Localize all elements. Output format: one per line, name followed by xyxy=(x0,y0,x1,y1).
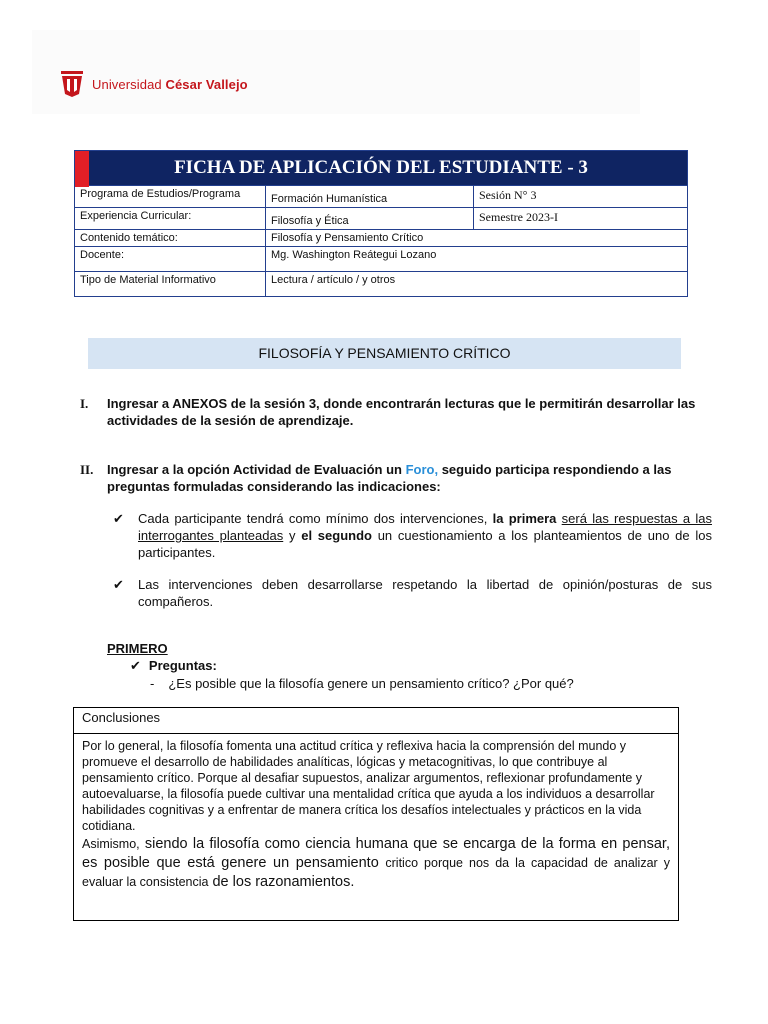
bullet-text: Las intervenciones deben desarrollarse respetando la libertad de opinión/posturas de sus compañeros. xyxy=(138,577,712,609)
conclusiones-header: Conclusiones xyxy=(74,708,678,734)
bullet-item xyxy=(113,510,712,561)
semester: Semestre 2023-I xyxy=(474,208,688,230)
table-row xyxy=(75,186,688,208)
checkmark-icon: ✔ xyxy=(130,658,141,673)
checkmark-icon: ✔ xyxy=(113,511,124,526)
row-label: Experiencia Curricular: xyxy=(75,208,266,230)
bullet-item xyxy=(113,576,712,610)
row-label: Contenido temático: xyxy=(75,230,266,247)
row-label: Tipo de Material Informativo xyxy=(75,272,266,297)
instruction-ii xyxy=(80,461,712,495)
table-row xyxy=(75,208,688,230)
conclusion-paragraph-1: Por lo general, la filosofía fomenta una actitud crítica y reflexiva hacia la comprensión del mundo y promueve el desarrollo de habilidades analíticas, lógicas y metacognitivas, lo que contribuye al pensamiento crítico. Porque al desafiar supuestos, analizar argumentos, reflexionar profundamente y autoevaluarse, la filosofía puede cultivar una mentalidad crítica que ayuda a los individuos a desarrollar habilidades cognitivas y a enfrentar de manera crítica los desafíos intelectuales y prácticos en la vida cotidiana. xyxy=(82,739,655,833)
checkmark-icon: ✔ xyxy=(113,577,124,592)
question-item: - ¿Es posible que la filosofía genere un pensamiento crítico? ¿Por qué? xyxy=(150,676,574,691)
row-value: Filosofía y Pensamiento Crítico xyxy=(266,230,688,247)
table-row xyxy=(75,272,688,297)
table-row xyxy=(75,230,688,247)
row-label: Docente: xyxy=(75,247,266,272)
conclusiones-body xyxy=(74,734,678,892)
instruction-number: II. xyxy=(80,462,94,477)
conclusiones-box xyxy=(73,707,679,921)
bullet-text: Cada participante tendrá como mínimo dos intervenciones, la primera será las respuestas a las interrogantes planteadas y el segundo un cuestionamiento a los planteamientos de uno de los participantes. xyxy=(138,511,712,560)
instruction-text: Ingresar a la opción Actividad de Evaluación un Foro, seguido participa respondiendo a las preguntas formuladas considerando las indicaciones: xyxy=(107,462,672,494)
ficha-title: FICHA DE APLICACIÓN DEL ESTUDIANTE - 3 xyxy=(75,151,688,186)
row-value: Lectura / artículo / y otros xyxy=(266,272,688,297)
row-value: Mg. Washington Reátegui Lozano xyxy=(266,247,688,272)
instruction-i xyxy=(80,395,712,429)
ficha-table xyxy=(74,150,688,297)
preguntas-label: ✔ Preguntas: xyxy=(130,658,217,673)
table-row xyxy=(75,247,688,272)
conclusion-paragraph-2: Asimismo, siendo la filosofía como ciencia humana que se encarga de la forma en pensar, es posible que está genere un pensamiento critico porque nos da la capacidad de analizar y evaluar la consistencia de los razonamientos. xyxy=(82,836,670,890)
title-accent-bar xyxy=(75,151,89,187)
row-value: Filosofía y Ética xyxy=(266,208,474,230)
section-title: FILOSOFÍA Y PENSAMIENTO CRÍTICO xyxy=(88,338,681,369)
instruction-number: I. xyxy=(80,396,89,411)
instruction-text: Ingresar a ANEXOS de la sesión 3, donde encontrarán lecturas que le permitirán desarrollar las actividades de la sesión de aprendizaje. xyxy=(107,396,696,428)
row-label: Programa de Estudios/Programa xyxy=(75,186,266,208)
university-name: Universidad César Vallejo xyxy=(92,76,248,92)
university-shield-icon xyxy=(60,70,84,98)
university-logo xyxy=(60,70,248,98)
session-number: Sesión N° 3 xyxy=(474,186,688,208)
primero-heading: PRIMERO xyxy=(107,641,168,656)
row-value: Formación Humanística xyxy=(266,186,474,208)
foro-link[interactable]: Foro, xyxy=(405,462,439,477)
